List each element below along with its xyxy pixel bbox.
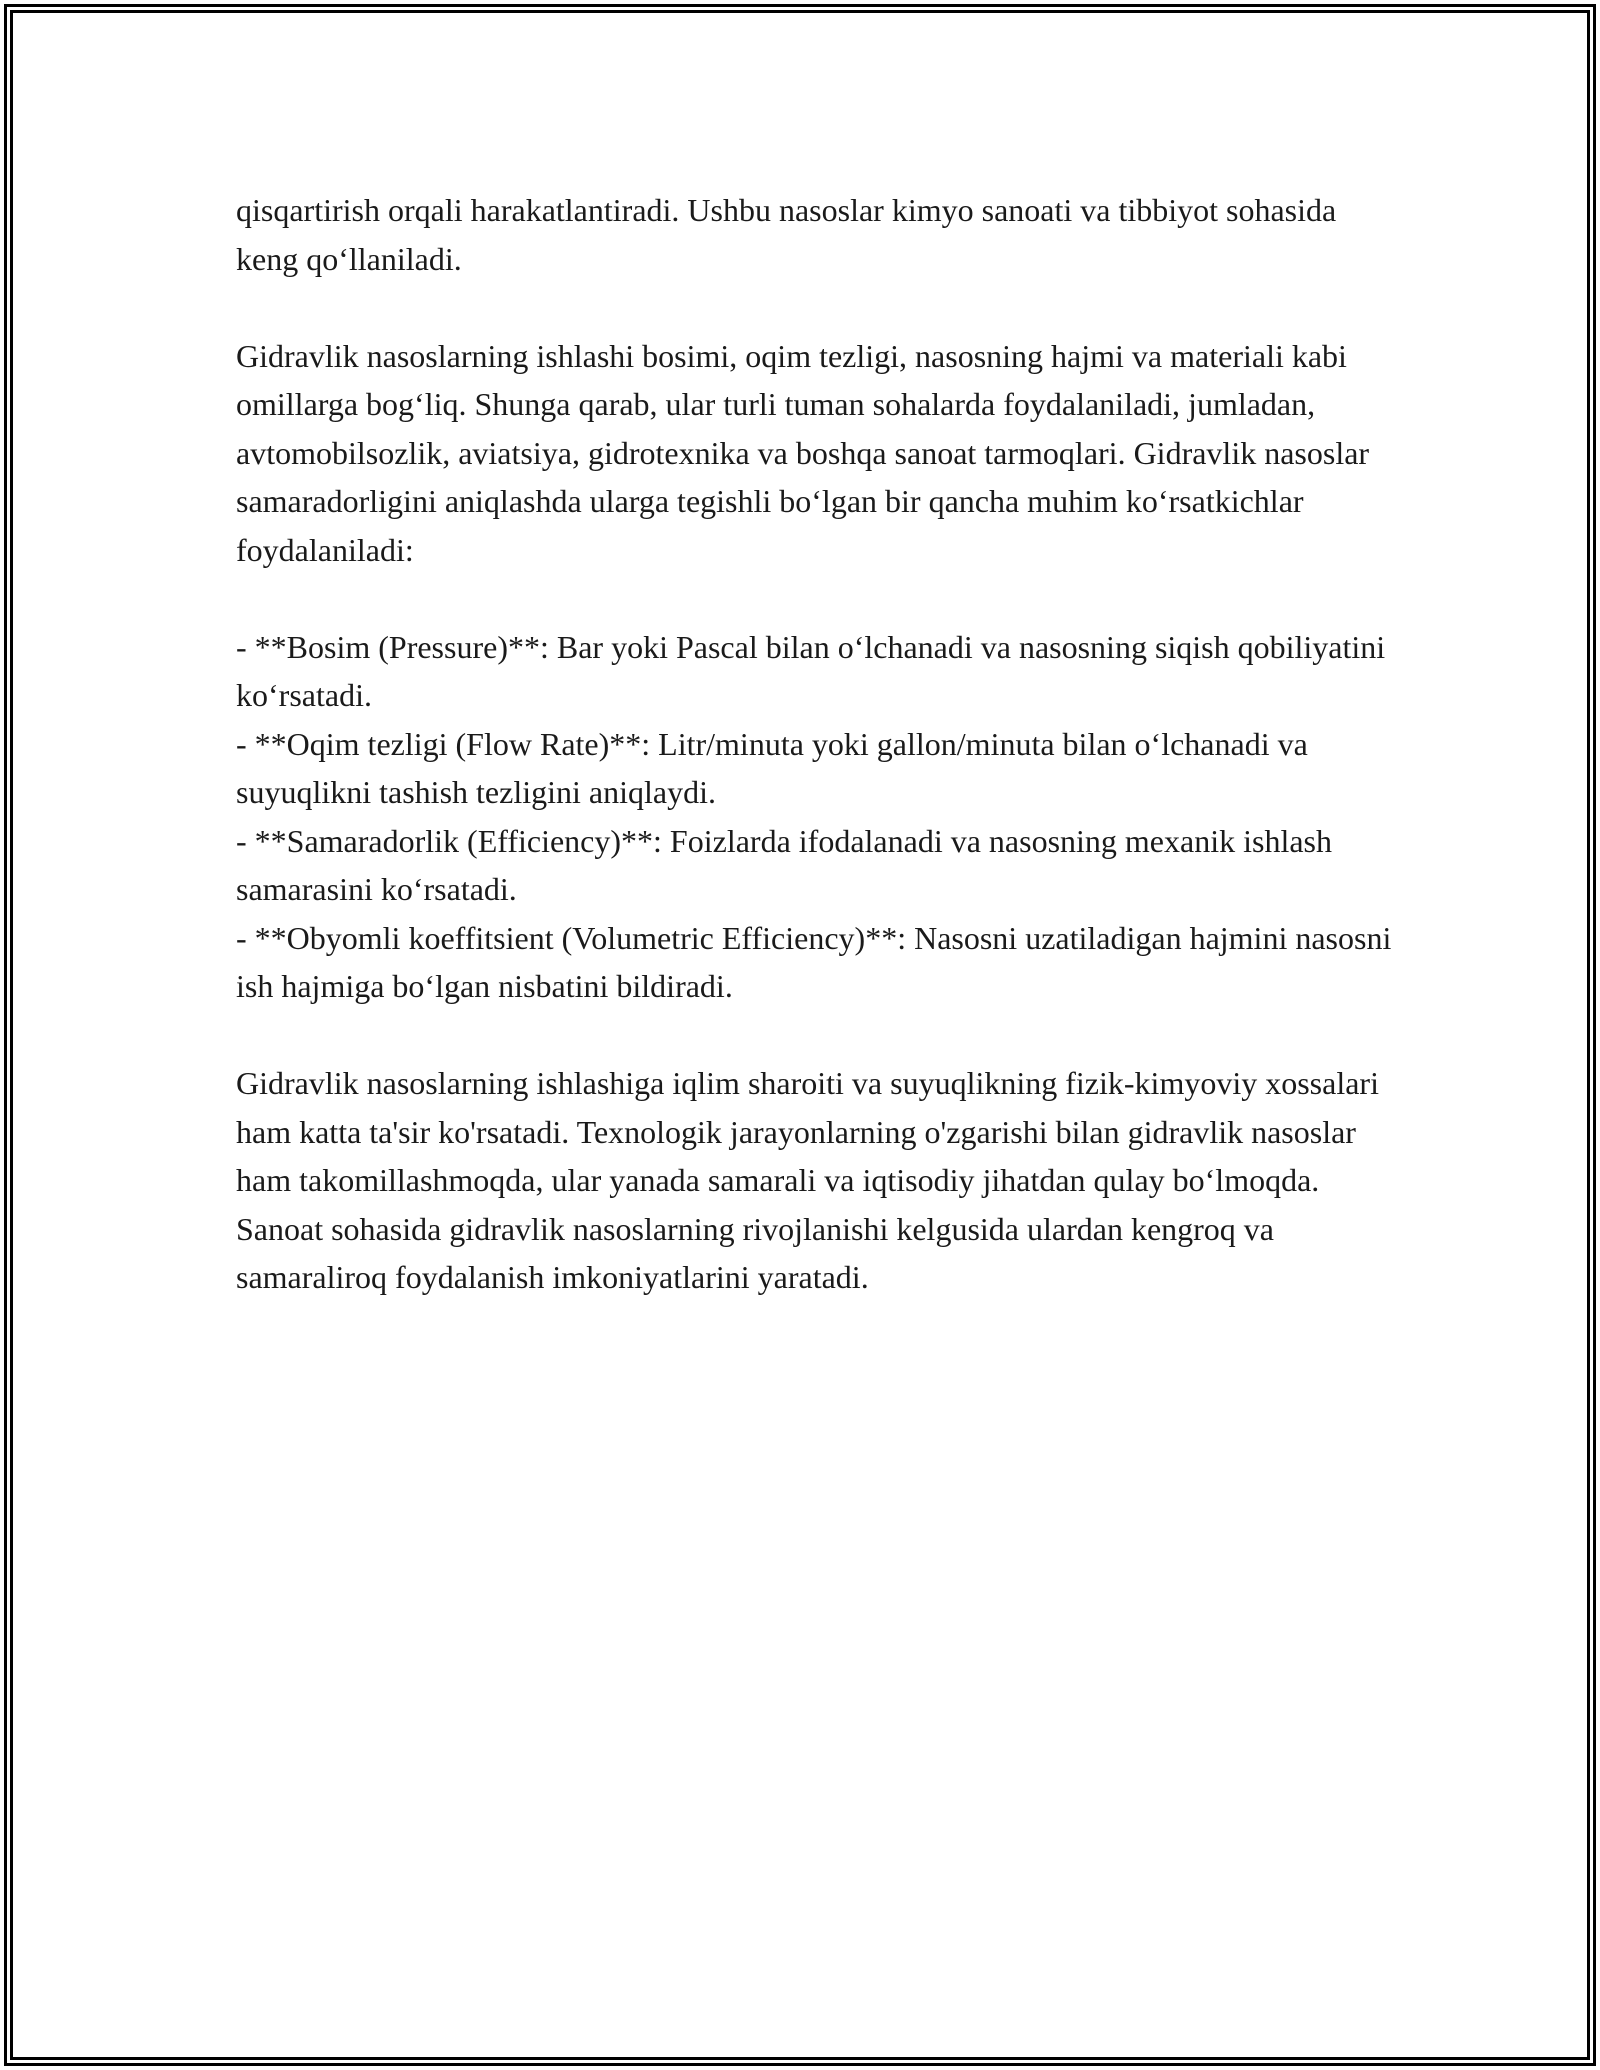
document-body <box>236 186 1396 1302</box>
list-item-efficiency: - **Samaradorlik (Efficiency)**: Foizlarda ifodalanadi va nasosning mexanik ishlash samarasini ko‘rsatadi. <box>236 822 1332 907</box>
paragraph-intro: qisqartirish orqali harakatlantiradi. Ushbu nasoslar kimyo sanoati va tibbiyot sohasida keng qo‘llaniladi. <box>236 192 1337 277</box>
paragraph-closing: Gidravlik nasoslarning ishlashiga iqlim sharoiti va suyuqlikning fizik-kimyoviy xossalari ham katta ta'sir ko'rsatadi. Texnologik jarayonlarning o'zgarishi bilan gidravlik nasoslar ham takomillashmoqda, ular yanada samarali va iqtisodiy jihatdan qulay bo‘lmoqda. Sanoat sohasida gidravlik nasoslarning rivojlanishi kelgusida ulardan kengroq va samaraliroq foydalanish imkoniyatlarini yaratadi. <box>236 1065 1379 1295</box>
list-item-pressure: - **Bosim (Pressure)**: Bar yoki Pascal bilan o‘lchanadi va nasosning siqish qobiliyatini ko‘rsatadi. <box>236 628 1386 713</box>
paragraph-performance: Gidravlik nasoslarning ishlashi bosimi, oqim tezligi, nasosning hajmi va materiali kabi omillarga bog‘liq. Shunga qarab, ular turli tuman sohalarda foydalaniladi, jumladan, avtomobilsozlik, aviatsiya, gidrotexnika va boshqa sanoat tarmoqlari. Gidravlik nasoslar samaradorligini aniqlashda ularga tegishli bo‘lgan bir qancha muhim ko‘rsatkichlar foydalaniladi: <box>236 337 1370 568</box>
paragraph-gap <box>236 283 1396 332</box>
list-item-volumetric-efficiency: - **Obyomli koeffitsient (Volumetric Efficiency)**: Nasosni uzatiladigan hajmini nasosni ish hajmiga bo‘lgan nisbatini bildiradi. <box>236 919 1392 1004</box>
paragraph-gap <box>236 1011 1396 1060</box>
list-item-flow-rate: - **Oqim tezligi (Flow Rate)**: Litr/minuta yoki gallon/minuta bilan o‘lchanadi va suyuqlikni tashish tezligini aniqlaydi. <box>236 725 1308 810</box>
paragraph-gap <box>236 574 1396 623</box>
